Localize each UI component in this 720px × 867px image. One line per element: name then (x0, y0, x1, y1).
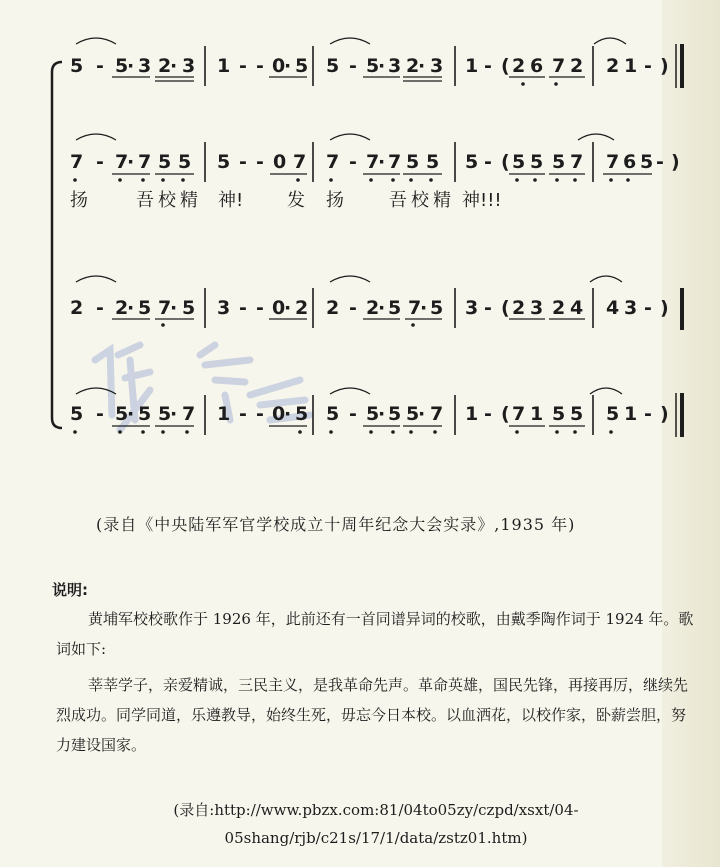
note-symbol: 2 (552, 297, 566, 319)
note-symbol: 5 (366, 403, 380, 425)
note-symbol: 5 (606, 403, 620, 425)
note-symbol: 3 (465, 297, 479, 319)
note-symbol: - (484, 403, 492, 425)
note-symbol: 5 (326, 403, 340, 425)
note-symbol: ( (501, 151, 510, 173)
note-symbol: 6 (530, 55, 544, 77)
note-symbol: 7 (606, 151, 620, 173)
lyric-word: 校 (411, 190, 429, 211)
note-symbol: · (378, 297, 386, 319)
note-symbol: 5 (158, 151, 172, 173)
note-symbol: 2 (606, 55, 620, 77)
note-symbol: · (127, 151, 135, 173)
note-symbol: 5 (70, 55, 84, 77)
url-line-2: 05shang/rjb/c21s/17/1/data/zstz01.htm) (224, 829, 528, 847)
note-symbol: - (239, 55, 247, 77)
note-symbol: 5 (178, 151, 192, 173)
note-symbol: 7 (388, 151, 402, 173)
octave-dots (73, 82, 630, 434)
note-symbol: · (284, 55, 292, 77)
lyric-word: 吾 (136, 190, 154, 211)
url-citation (56, 796, 696, 852)
note-symbol: 0 (273, 151, 287, 173)
note-symbol: ( (501, 55, 510, 77)
note-symbol: · (378, 151, 386, 173)
lyric-word: 发 (287, 190, 305, 211)
note-symbol: 7 (138, 151, 152, 173)
note-symbol: · (127, 55, 135, 77)
note-symbol: - (349, 55, 357, 77)
note-symbol: 3 (388, 55, 402, 77)
note-symbol: 7 (552, 55, 566, 77)
note-symbol: - (239, 403, 247, 425)
note-symbol: - (256, 151, 264, 173)
note-symbol: 1 (530, 403, 544, 425)
note-symbol: ( (501, 403, 510, 425)
note-symbol: - (644, 55, 652, 77)
lyric-word: 精 (180, 190, 198, 211)
note-symbol: 3 (182, 55, 196, 77)
note-symbol: · (378, 403, 386, 425)
lyric-word: 吾 (389, 190, 407, 211)
note-symbol: - (96, 297, 104, 319)
note-symbol: 7 (158, 297, 172, 319)
note-symbol: · (170, 55, 178, 77)
note-symbol: · (378, 55, 386, 77)
lyric-word: 神! (218, 190, 244, 211)
note-symbol: 7 (430, 403, 444, 425)
note-symbol: ) (660, 403, 669, 425)
note-symbol: 5 (295, 55, 309, 77)
note-symbol: 6 (623, 151, 637, 173)
note-symbol: 0 (272, 297, 286, 319)
note-symbol: - (96, 55, 104, 77)
note-symbol: 0 (272, 55, 286, 77)
note-symbol: 1 (465, 403, 479, 425)
lyric-word: 扬 (70, 190, 88, 211)
note-symbol: - (644, 297, 652, 319)
source-citation: (录自《中央陆军军官学校成立十周年纪念大会实录》,1935 年) (96, 515, 576, 534)
note-symbol: 1 (217, 55, 231, 77)
note-symbol: 5 (388, 403, 402, 425)
note-symbol: · (170, 403, 178, 425)
note-symbol: 5 (326, 55, 340, 77)
note-symbol: 2 (570, 55, 584, 77)
note-symbol: 5 (295, 403, 309, 425)
note-symbol: 7 (182, 403, 196, 425)
note-symbol: ( (501, 297, 510, 319)
beam-underlines (112, 77, 652, 426)
note-symbol: - (256, 403, 264, 425)
note-symbol: 2 (406, 55, 420, 77)
note-symbol: 7 (366, 151, 380, 173)
note-symbol: · (284, 297, 292, 319)
note-symbol: - (484, 151, 492, 173)
note-symbol: 1 (217, 403, 231, 425)
note-symbol: 5 (217, 151, 231, 173)
note-symbol: · (127, 403, 135, 425)
note-symbol: 2 (366, 297, 380, 319)
note-symbol: 4 (606, 297, 620, 319)
note-symbol: - (656, 151, 664, 173)
score-notes (70, 55, 680, 425)
system-brace (52, 62, 62, 428)
note-symbol: - (239, 151, 247, 173)
note-symbol: 5 (430, 297, 444, 319)
note-symbol: 0 (272, 403, 286, 425)
note-symbol: 3 (624, 297, 638, 319)
note-symbol: 4 (570, 297, 584, 319)
note-symbol: 5 (388, 297, 402, 319)
note-symbol: 5 (70, 403, 84, 425)
note-symbol: · (170, 297, 178, 319)
note-symbol: · (420, 297, 428, 319)
url-line-1: (录自:http://www.pbzx.com:81/04to05zy/czpd/xsxt/04- (173, 801, 579, 819)
note-symbol: 5 (138, 297, 152, 319)
note-symbol: · (418, 55, 426, 77)
note-symbol: 2 (158, 55, 172, 77)
note-symbol: 7 (293, 151, 307, 173)
tie-arcs (76, 38, 626, 394)
note-symbol: 3 (430, 55, 444, 77)
note-symbol: 2 (70, 297, 84, 319)
note-symbol: 2 (295, 297, 309, 319)
note-symbol: · (127, 297, 135, 319)
notes-paragraph-1: 黄埔军校校歌作于 1926 年，此前还有一首同谱异词的校歌，由戴季陶作词于 1924 年。歌词如下: (56, 610, 694, 658)
note-symbol: - (349, 151, 357, 173)
note-symbol: - (239, 297, 247, 319)
note-symbol: 1 (624, 55, 638, 77)
note-symbol: 7 (570, 151, 584, 173)
end-barlines (676, 44, 682, 437)
note-symbol: 7 (326, 151, 340, 173)
note-symbol: 7 (115, 151, 129, 173)
lyric-word: 扬 (326, 190, 344, 211)
barlines (205, 46, 593, 435)
note-symbol: · (284, 403, 292, 425)
note-symbol: - (644, 403, 652, 425)
lyric-word: 校 (158, 190, 176, 211)
note-symbol: ) (660, 297, 669, 319)
note-symbol: 5 (182, 297, 196, 319)
note-symbol: 5 (640, 151, 654, 173)
note-symbol: 5 (570, 403, 584, 425)
note-symbol: 5 (530, 151, 544, 173)
note-symbol: · (418, 403, 426, 425)
note-symbol: 5 (115, 403, 129, 425)
lyric-word: 精 (433, 190, 451, 211)
note-symbol: ) (660, 55, 669, 77)
note-symbol: 5 (426, 151, 440, 173)
note-symbol: 3 (217, 297, 231, 319)
note-symbol: 5 (366, 55, 380, 77)
note-symbol: 5 (158, 403, 172, 425)
note-symbol: 5 (406, 403, 420, 425)
note-symbol: 7 (70, 151, 84, 173)
note-symbol: 7 (512, 403, 526, 425)
note-symbol: - (484, 297, 492, 319)
note-symbol: 1 (465, 55, 479, 77)
note-symbol: - (96, 151, 104, 173)
note-symbol: 7 (408, 297, 422, 319)
note-symbol: 5 (406, 151, 420, 173)
note-symbol: ) (671, 151, 680, 173)
note-symbol: 5 (512, 151, 526, 173)
note-symbol: 5 (115, 55, 129, 77)
notes-heading: 说明: (52, 581, 88, 599)
note-symbol: - (96, 403, 104, 425)
note-symbol: 5 (138, 403, 152, 425)
note-symbol: 2 (115, 297, 129, 319)
note-symbol: - (349, 297, 357, 319)
note-symbol: 2 (326, 297, 340, 319)
note-symbol: 5 (552, 403, 566, 425)
note-symbol: - (256, 297, 264, 319)
note-symbol: - (484, 55, 492, 77)
notes-paragraph-2-lyrics: 莘莘学子，亲爱精诚，三民主义，是我革命先声。革命英雄，国民先锋，再接再厉，继续先烈成功。同学同道，乐遵教导，始终生死，毋忘今日本校。以血洒花，以校作家，卧薪尝胆，努力建设国家。 (56, 676, 689, 754)
lyric-word: 神!!! (462, 190, 502, 211)
note-symbol: 5 (465, 151, 479, 173)
note-symbol: 1 (624, 403, 638, 425)
note-symbol: - (349, 403, 357, 425)
note-symbol: 3 (530, 297, 544, 319)
note-symbol: - (256, 55, 264, 77)
note-symbol: 2 (512, 297, 526, 319)
note-symbol: 2 (512, 55, 526, 77)
note-symbol: 3 (138, 55, 152, 77)
note-symbol: 5 (552, 151, 566, 173)
